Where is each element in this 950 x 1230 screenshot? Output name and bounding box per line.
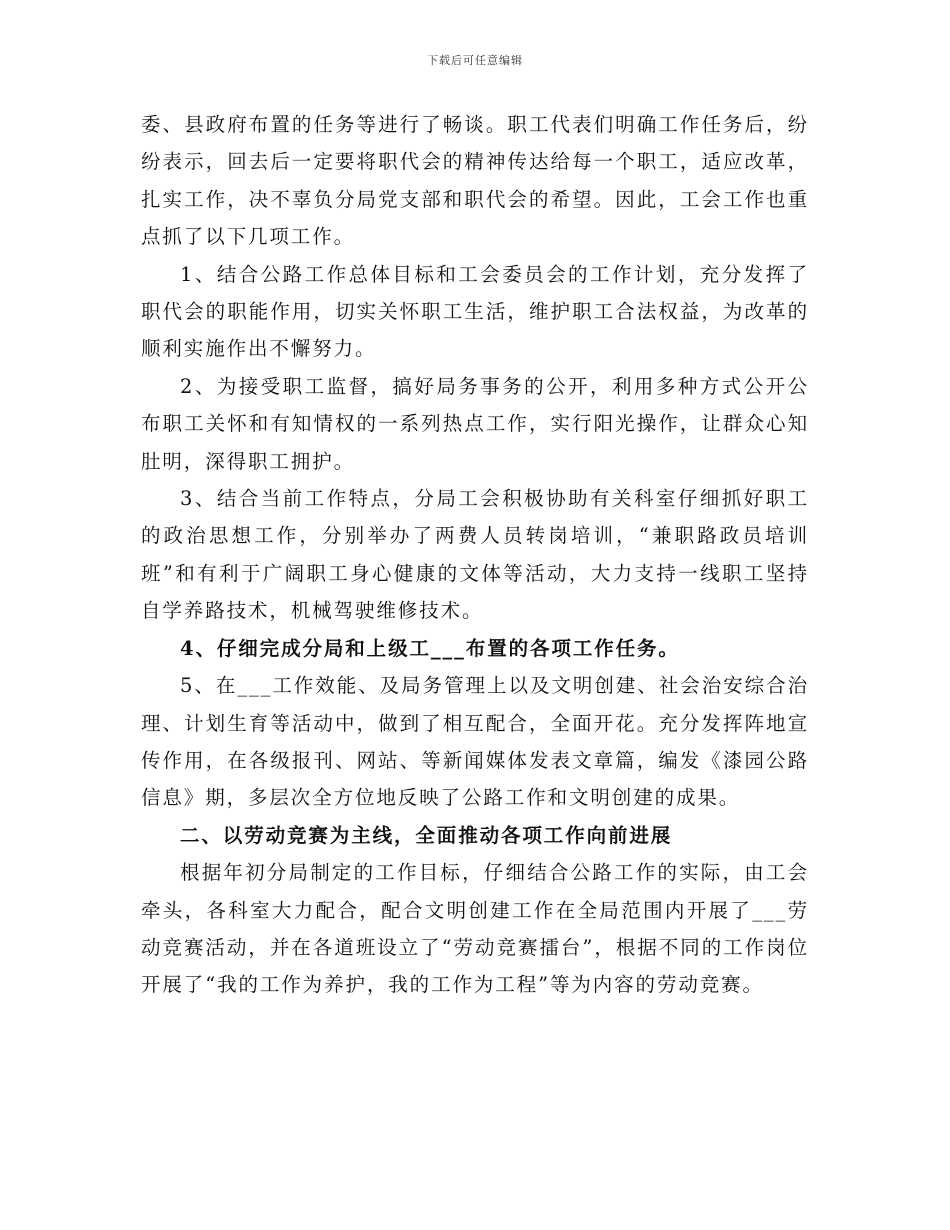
paragraph-section-2-body: 根据年初分局制定的工作目标，仔细结合公路工作的实际，由工会牵头，各科室大力配合，配合文明创建工作在全局范围内开展了___劳动竞赛活动，并在各道班设立了“劳动竞赛擂台”，根据不同的工作岗位开展了“我的工作为养护，我的工作为工程”等为内容的劳动竞赛。 bbox=[141, 861, 809, 997]
paragraph-item-4-heading: 4、仔细完成分局和上级工___布置的各项工作任务。 bbox=[180, 636, 680, 660]
page-header-note: 下载后可任意编辑 bbox=[427, 54, 523, 67]
paragraph-item-3: 3、结合当前工作特点，分局工会积极协助有关科室仔细抓好职工的政治思想工作，分别举办了两费人员转岗培训，“兼职路政员培训班”和有利于广阔职工身心健康的文体等活动，大力支持一线职工坚持自学养路技术，机械驾驶维修技术。 bbox=[141, 487, 809, 623]
paragraph-item-5: 5、在___工作效能、及局务管理上以及文明创建、社会治安综合治理、计划生育等活动中，做到了相互配合，全面开花。充分发挥阵地宣传作用，在各级报刊、网站、等新闻媒体发表文章篇，编发《漆园公路信息》期，多层次全方位地反映了公路工作和文明创建的成果。 bbox=[141, 674, 809, 810]
paragraph-item-2: 2、为接受职工监督，搞好局务事务的公开，利用多种方式公开公布职工关怀和有知情权的一系列热点工作，实行阳光操作，让群众心知肚明，深得职工拥护。 bbox=[141, 374, 809, 473]
paragraph-continuation: 委、县政府布置的任务等进行了畅谈。职工代表们明确工作任务后，纷纷表示，回去后一定要将职代会的精神传达给每一个职工，适应改革，扎实工作，决不辜负分局党支部和职代会的希望。因此，工会工作也重点抓了以下几项工作。 bbox=[141, 113, 809, 249]
section-heading-2: 二、以劳动竞赛为主线，全面推动各项工作向前进展 bbox=[180, 823, 673, 847]
paragraph-item-1: 1、结合公路工作总体目标和工会委员会的工作计划，充分发挥了职代会的职能作用，切实关怀职工生活，维护职工合法权益，为改革的顺利实施作出不懈努力。 bbox=[141, 262, 809, 361]
document-body bbox=[141, 106, 809, 1004]
